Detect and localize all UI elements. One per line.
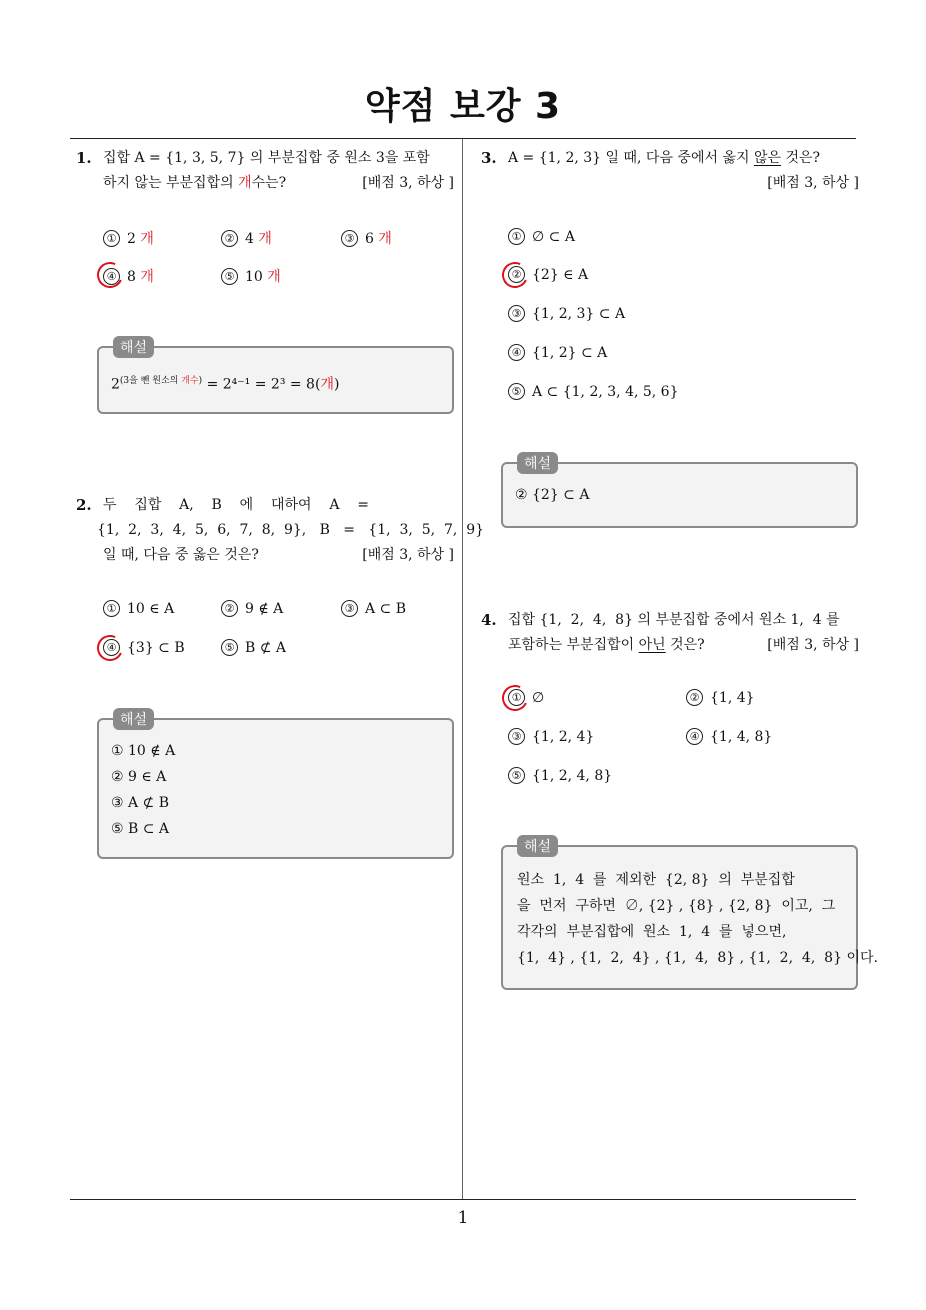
option-5[interactable]: ⑤ A ⊂ {1, 2, 3, 4, 5, 6} xyxy=(508,383,679,400)
option-4[interactable]: ④ {1, 4, 8} xyxy=(686,728,772,745)
option-3[interactable]: ③ {1, 2, 3} ⊂ A xyxy=(508,305,625,322)
question-text xyxy=(97,493,485,568)
score-label: [배점 3, 하상 ] xyxy=(362,547,454,563)
option-2[interactable]: ② {1, 4} xyxy=(686,689,755,706)
option-3[interactable]: ③ A ⊂ B xyxy=(341,600,406,617)
solution-text xyxy=(111,738,175,842)
solution-line: 각각의 부분집합에 원소 1, 4 를 넣으면, xyxy=(517,924,787,940)
question-line: A = {1, 2, 3} 일 때, 다음 중에서 옳지 않은 것은? xyxy=(508,150,821,166)
page-number: 1 xyxy=(457,1208,469,1228)
option-number: ① xyxy=(103,600,120,617)
answer-mark-icon xyxy=(498,681,531,714)
option-number: ④ xyxy=(103,639,120,656)
solution-label: 해설 xyxy=(113,336,154,358)
option-number: ④ xyxy=(686,728,703,745)
solution-line: ③ A ⊄ B xyxy=(111,795,170,811)
option-number: ③ xyxy=(341,230,358,247)
question-line: 포함하는 부분집합이 아닌 것은? [배점 3, 하상 ] xyxy=(508,633,859,658)
score-label: [배점 3, 하상 ] xyxy=(767,175,859,191)
footer-rule xyxy=(70,1199,856,1200)
option-number: ③ xyxy=(508,305,525,322)
option-4[interactable]: ④ 8 개 xyxy=(103,266,154,286)
option-5[interactable]: ⑤ B ⊄ A xyxy=(221,639,286,656)
solution-line: 을 먼저 구하면 ∅, {2} , {8} , {2, 8} 이고, 그 xyxy=(517,898,836,914)
option-5[interactable]: ⑤ {1, 2, 4, 8} xyxy=(508,767,612,784)
option-number: ③ xyxy=(508,728,525,745)
solution-box xyxy=(501,839,878,990)
solution-line: 원소 1, 4 를 제외한 {2, 8} 의 부분집합 xyxy=(517,872,795,888)
column-divider xyxy=(462,139,463,1200)
option-number: ② xyxy=(221,230,238,247)
option-number: ③ xyxy=(341,600,358,617)
question-number: 4. xyxy=(481,611,497,629)
red-keyword: 개 xyxy=(238,175,252,191)
answer-mark-icon xyxy=(93,631,126,664)
solution-line: ② 9 ∈ A xyxy=(111,769,167,785)
option-1[interactable]: ① ∅ xyxy=(508,689,544,706)
option-number: ⑤ xyxy=(508,767,525,784)
option-number: ② xyxy=(508,266,525,283)
solution-box xyxy=(97,712,454,859)
question-4 xyxy=(481,608,859,668)
question-line: 하지 않는 부분집합의 개수는? [배점 3, 하상 ] xyxy=(103,171,454,196)
underlined-keyword: 아닌 xyxy=(638,637,666,653)
question-line: 집합 A = {1, 3, 5, 7} 의 부분집합 중 원소 3을 포함 xyxy=(103,150,430,166)
question-text xyxy=(103,146,454,196)
answer-mark-icon xyxy=(498,258,531,291)
underlined-keyword: 않은 xyxy=(753,150,782,166)
solution-text xyxy=(517,867,878,971)
solution-line: ⑤ B ⊂ A xyxy=(111,821,170,837)
option-3[interactable]: ③ {1, 2, 4} xyxy=(508,728,594,745)
solution-box xyxy=(97,340,454,414)
question-line: 두 집합 A, B 에 대하여 A = xyxy=(103,497,369,513)
header-rule xyxy=(70,138,856,139)
question-2 xyxy=(76,493,485,573)
option-4[interactable]: ④ {1, 2} ⊂ A xyxy=(508,344,607,361)
score-label: [배점 3, 하상 ] xyxy=(362,175,454,191)
question-line: 집합 {1, 2, 4, 8} 의 부분집합 중에서 원소 1, 4 를 xyxy=(508,612,840,628)
option-2[interactable]: ② 4 개 xyxy=(221,228,272,248)
option-2[interactable]: ② 9 ∉ A xyxy=(221,600,283,617)
question-number: 1. xyxy=(76,149,92,167)
option-number: ① xyxy=(103,230,120,247)
option-1[interactable]: ① 10 ∈ A xyxy=(103,600,174,617)
solution-line: ① 10 ∉ A xyxy=(111,743,176,759)
option-number: ② xyxy=(686,689,703,706)
solution-text: $2^{(3을 뺀 원소의 개수)} = 2^{4-1} = 2^3 = 8$(개) xyxy=(111,376,340,393)
solution-label: 해설 xyxy=(113,708,154,730)
option-number: ⑤ xyxy=(221,639,238,656)
question-line: 일 때, 다음 중 옳은 것은? [배점 3, 하상 ] xyxy=(103,543,454,568)
option-number: ⑤ xyxy=(508,383,525,400)
option-number: ④ xyxy=(103,268,120,285)
solution-label: 해설 xyxy=(517,835,558,857)
option-1[interactable]: ① 2 개 xyxy=(103,228,154,248)
option-number: ④ xyxy=(508,344,525,361)
solution-text: ② {2} ⊂ A xyxy=(515,487,590,503)
option-5[interactable]: ⑤ 10 개 xyxy=(221,266,281,286)
question-text xyxy=(508,146,859,196)
solution-box xyxy=(501,456,858,528)
option-4[interactable]: ④ {3} ⊂ B xyxy=(103,639,185,656)
question-1 xyxy=(76,146,454,206)
score-label: [배점 3, 하상 ] xyxy=(767,637,859,653)
option-number: ① xyxy=(508,228,525,245)
solution-label: 해설 xyxy=(517,452,558,474)
option-3[interactable]: ③ 6 개 xyxy=(341,228,392,248)
option-1[interactable]: ① ∅ ⊂ A xyxy=(508,228,575,245)
option-number: ⑤ xyxy=(221,268,238,285)
question-line: {1, 2, 3, 4, 5, 6, 7, 8, 9}, B = {1, 3, 5, 7, 9} xyxy=(97,522,485,538)
question-3 xyxy=(481,146,859,206)
option-number: ② xyxy=(221,600,238,617)
solution-line: {1, 4} , {1, 2, 4} , {1, 4, 8} , {1, 2, 4, 8} 이다. xyxy=(517,950,878,966)
answer-mark-icon xyxy=(93,258,126,291)
option-number: ① xyxy=(508,689,525,706)
question-number: 2. xyxy=(76,496,92,514)
option-2[interactable]: ② {2} ∈ A xyxy=(508,266,588,283)
page-title: 약점 보강 3 xyxy=(364,86,562,127)
question-line xyxy=(508,171,859,196)
question-number: 3. xyxy=(481,149,497,167)
question-text xyxy=(508,608,859,658)
